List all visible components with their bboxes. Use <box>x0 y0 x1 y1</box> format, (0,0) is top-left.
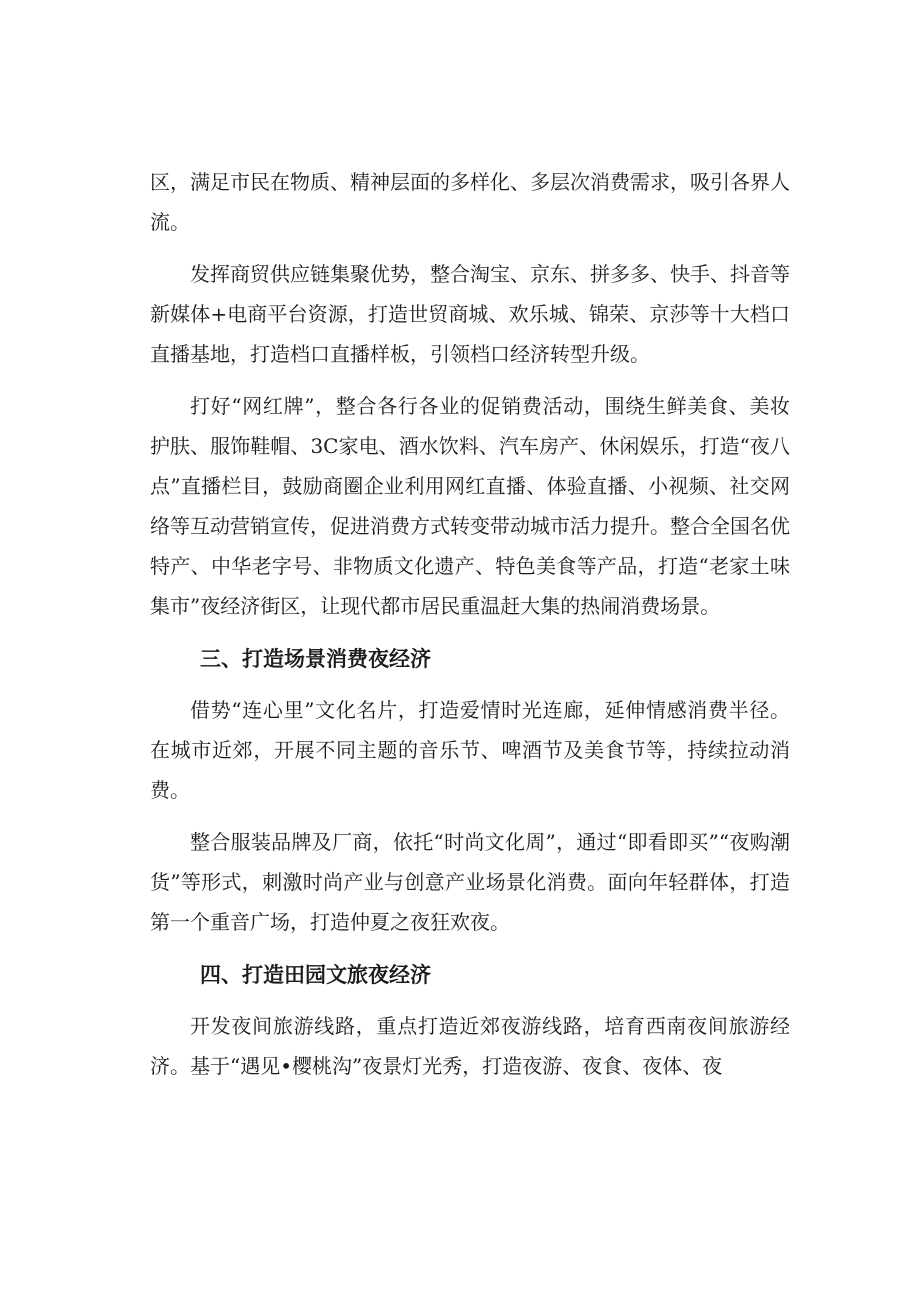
document-body <box>150 162 790 1098</box>
section-heading-4: 四、打造田园文旅夜经济 <box>200 963 431 987</box>
paragraph-fashion-week: 整合服装品牌及厂商，依托“时尚文化周”，通过“即看即买”“夜购潮货”等形式，刺激时尚产业与创意产业场景化消费。面向年轻群体，打造第一个重音广场，打造仲夏之夜狂欢夜。 <box>150 830 790 934</box>
paragraph-livestream-bases: 发挥商贸供应链集聚优势，整合淘宝、京东、拼多多、快手、抖音等新媒体+电商平台资源，打造世贸商城、欢乐城、锦荣、京莎等十大档口直播基地，打造档口直播样板，引领档口经济转型升级。 <box>150 262 790 366</box>
paragraph-influencer-brand: 打好“网红牌”，整合各行各业的促销费活动，围绕生鲜美食、美妆护肤、服饰鞋帽、3C家电、酒水饮料、汽车房产、休闲娱乐，打造“夜八点”直播栏目，鼓励商圈企业利用网红直播、体验直播、小视频、社交网络等互动营销宣传，促进消费方式转变带动城市活力提升。整合全国名优特产、中华老字号、非物质文化遗产、特色美食等产品，打造“老家土味集市”夜经济街区，让现代都市居民重温赶大集的热闹消费场景。 <box>150 394 790 618</box>
section-heading-3: 三、打造场景消费夜经济 <box>200 647 431 671</box>
paragraph-night-tourism: 开发夜间旅游线路，重点打造近郊夜游线路，培育西南夜间旅游经济。基于“遇见•樱桃沟”夜景灯光秀，打造夜游、夜食、夜体、夜 <box>150 1014 790 1078</box>
paragraph-culture-card: 借势“连心里”文化名片，打造爱情时光连廊，延伸情感消费半径。在城市近郊，开展不同主题的音乐节、啤酒节及美食节等，持续拉动消费。 <box>150 698 790 802</box>
paragraph-continuation: 区，满足市民在物质、精神层面的多样化、多层次消费需求，吸引各界人流。 <box>150 170 790 234</box>
